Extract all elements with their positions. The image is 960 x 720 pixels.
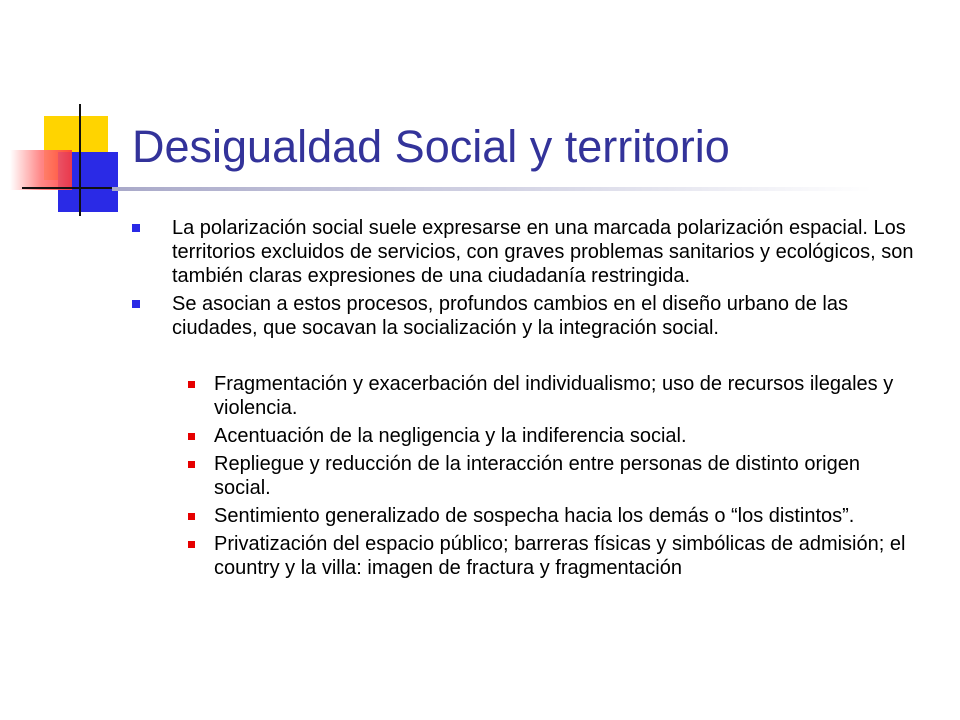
sub-bullet-text: Fragmentación y exacerbación del individualismo; uso de recursos ilegales y violencia. bbox=[214, 373, 894, 419]
vertical-line-shape bbox=[79, 104, 81, 216]
sub-bullet-list bbox=[120, 372, 920, 580]
bullet-item bbox=[120, 292, 920, 340]
sub-bullet-text: Repliegue y reducción de la interacción entre personas de distinto origen social. bbox=[214, 453, 860, 499]
sub-bullet-text: Acentuación de la negligencia y la indiferencia social. bbox=[214, 425, 687, 447]
square-bullet-icon bbox=[188, 433, 195, 440]
square-bullet-icon bbox=[188, 461, 195, 468]
title-underline bbox=[112, 187, 872, 191]
red-gradient-shape bbox=[10, 150, 72, 190]
slide-title: Desigualdad Social y territorio bbox=[132, 121, 730, 172]
bullet-item bbox=[120, 216, 920, 288]
sub-bullet-item bbox=[120, 424, 920, 448]
sub-bullet-item bbox=[120, 532, 920, 580]
square-bullet-icon bbox=[188, 513, 195, 520]
square-bullet-icon bbox=[132, 224, 140, 232]
square-bullet-icon bbox=[188, 541, 195, 548]
square-bullet-icon bbox=[188, 381, 195, 388]
bullet-text: La polarización social suele expresarse en una marcada polarización espacial. Los territorios excluidos de servicios, con graves problemas sanitarios y ecológicos, son también claras expresiones de una ciudadanía restringida. bbox=[172, 217, 914, 287]
sub-bullet-item bbox=[120, 452, 920, 500]
slide-content bbox=[120, 216, 920, 584]
sub-bullet-text: Privatización del espacio público; barreras físicas y simbólicas de admisión; el country y la villa: imagen de fractura y fragmentación bbox=[214, 533, 906, 579]
sub-bullet-item bbox=[120, 504, 920, 528]
sub-bullet-text: Sentimiento generalizado de sospecha hacia los demás o “los distintos”. bbox=[214, 505, 855, 527]
bullet-list bbox=[120, 216, 920, 340]
sub-bullet-item bbox=[120, 372, 920, 420]
square-bullet-icon bbox=[132, 300, 140, 308]
bullet-text: Se asocian a estos procesos, profundos cambios en el diseño urbano de las ciudades, que socavan la socialización y la integración social. bbox=[172, 293, 848, 339]
